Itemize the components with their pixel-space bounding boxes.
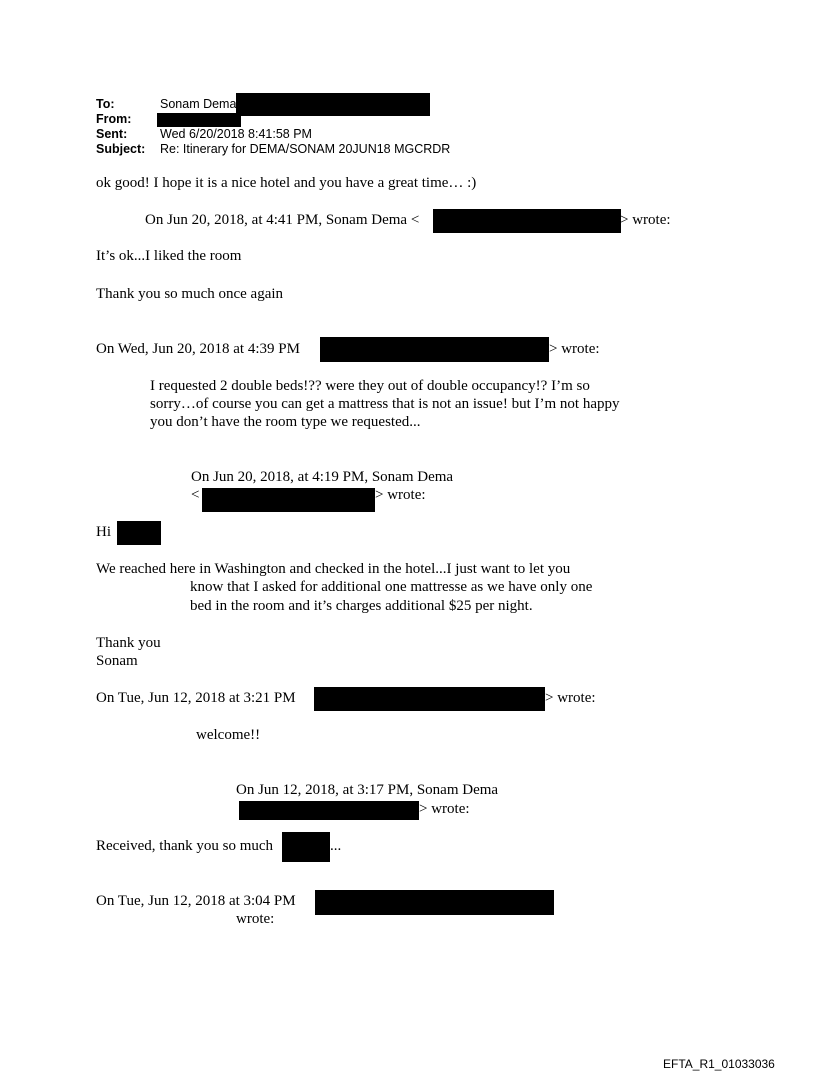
subject-label: Subject: [96, 142, 146, 156]
quote-header: On Jun 20, 2018, at 4:41 PM, Sonam Dema < [145, 212, 420, 228]
reply-line: ok good! I hope it is a nice hotel and you have a great time… :) [96, 175, 477, 191]
closing: Thank you [96, 635, 161, 651]
redaction-box [433, 209, 621, 233]
greeting: Hi [96, 524, 111, 540]
from-label: From: [96, 112, 132, 126]
message-line: know that I asked for additional one mattresse as we have only one [190, 579, 593, 595]
message-line: sorry…of course you can get a mattress that is not an issue! but I’m not happy [150, 396, 620, 412]
message-line: you don’t have the room type we requested... [150, 414, 421, 430]
quote-header-end: wrote: [236, 911, 275, 927]
document-id: EFTA_R1_01033036 [663, 1057, 775, 1071]
subject-value: Re: Itinerary for DEMA/SONAM 20JUN18 MGCRDR [160, 142, 451, 156]
message-line-end: ... [330, 838, 342, 854]
to-value: Sonam Dema [160, 97, 237, 111]
redaction-box [320, 337, 549, 362]
message-line: Received, thank you so much [96, 838, 274, 854]
redaction-box [239, 801, 419, 820]
redaction-box [282, 832, 330, 862]
quote-header-end: > wrote: [545, 690, 596, 706]
quote-header: On Jun 20, 2018, at 4:19 PM, Sonam Dema [191, 469, 454, 485]
redaction-box [314, 687, 545, 711]
sent-label: Sent: [96, 127, 128, 141]
message-line: welcome!! [196, 727, 261, 743]
redaction-box [236, 93, 430, 116]
quote-header: On Tue, Jun 12, 2018 at 3:21 PM [96, 690, 296, 706]
quote-header-end: > wrote: [620, 212, 671, 228]
quote-header: On Tue, Jun 12, 2018 at 3:04 PM [96, 893, 296, 909]
quote-header: On Jun 12, 2018, at 3:17 PM, Sonam Dema [236, 782, 499, 798]
redaction-box [117, 521, 161, 545]
redaction-box [202, 488, 375, 512]
to-label: To: [96, 97, 115, 111]
message-line: Thank you so much once again [96, 286, 284, 302]
quote-header-end: > wrote: [419, 801, 470, 817]
message-line: We reached here in Washington and checked in the hotel...I just want to let you [96, 561, 571, 577]
message-line: I requested 2 double beds!?? were they out of double occupancy!? I’m so [150, 378, 590, 394]
quote-header: On Wed, Jun 20, 2018 at 4:39 PM [96, 341, 300, 357]
redaction-box [157, 113, 241, 127]
redaction-box [315, 890, 554, 915]
quote-header-end: > wrote: [375, 487, 426, 503]
message-line: bed in the room and it’s charges additional $25 per night. [190, 598, 533, 614]
quote-header-open: < [191, 487, 200, 503]
quote-header-end: > wrote: [549, 341, 600, 357]
message-line: It’s ok...I liked the room [96, 248, 242, 264]
signature: Sonam [96, 653, 138, 669]
sent-value: Wed 6/20/2018 8:41:58 PM [160, 127, 312, 141]
